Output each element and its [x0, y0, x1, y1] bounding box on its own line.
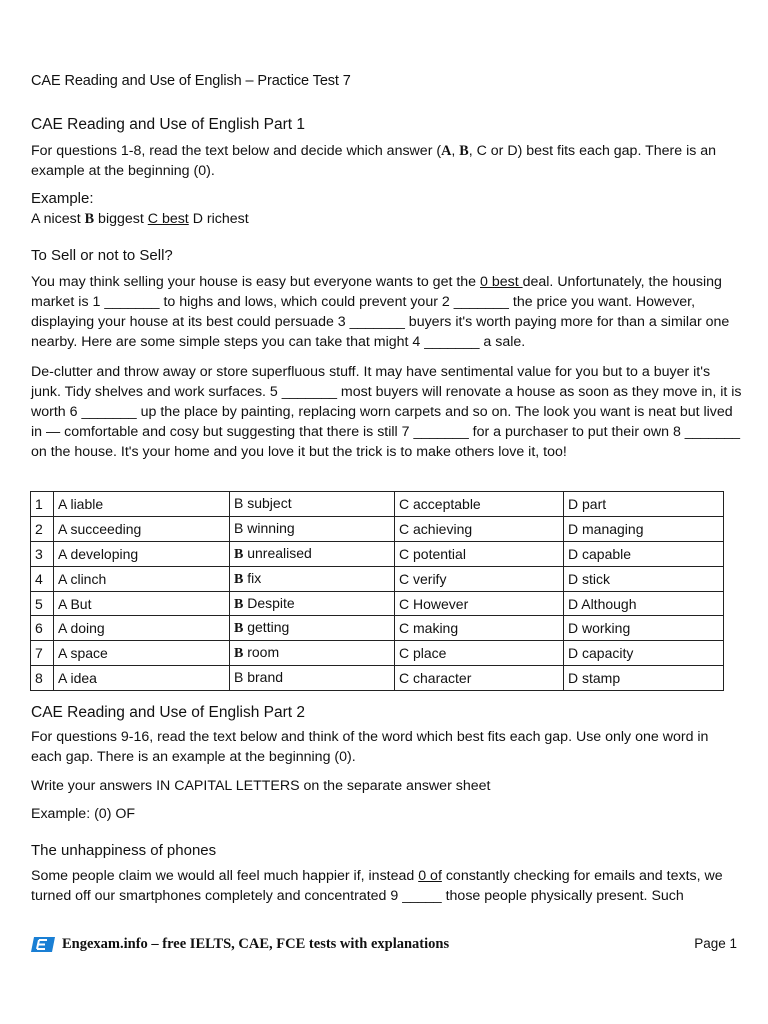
option-b-letter: B	[234, 571, 244, 587]
option-d: D Although	[564, 591, 724, 616]
option-a: A succeeding	[54, 516, 230, 541]
question-number: 2	[31, 516, 54, 541]
options-row	[31, 666, 724, 691]
options-row	[31, 566, 724, 591]
option-c: C making	[395, 616, 564, 641]
option-b-letter: B	[234, 621, 244, 637]
part1-paragraph-1: You may think selling your house is easy but everyone wants to get the 0 best deal. Unfortunately, the housing market is 1 _______ to highs and lows, which could prevent your 2 _______ the price you want. However, displaying your house at its best could persuade 3 _______ buyers it's worth paying more for than a similar one nearby. Here are some simple steps you can take that might 4 _______ a sale.	[31, 274, 730, 350]
question-number: 6	[31, 616, 54, 641]
option-b	[230, 641, 395, 666]
options-row	[31, 591, 724, 616]
option-c: C verify	[395, 566, 564, 591]
option-b-letter: B	[234, 596, 244, 612]
option-d: D stamp	[564, 666, 724, 691]
page-footer	[31, 935, 741, 957]
option-c: C acceptable	[395, 492, 564, 517]
option-b-text: getting	[243, 619, 290, 636]
part2-paragraph-1: Some people claim we would all feel much happier if, instead 0 of constantly checking for emails and texts, we turned off our smartphones completely and concentrated 9 _____ those people physically present. Such	[31, 868, 723, 904]
option-b-text: B brand	[234, 669, 284, 686]
option-a: A doing	[54, 616, 230, 641]
question-number: 8	[31, 666, 54, 691]
options-row	[31, 516, 724, 541]
option-d: D capacity	[564, 641, 724, 666]
option-b	[230, 666, 395, 691]
option-b-text: fix	[243, 569, 262, 586]
options-row	[31, 641, 724, 666]
text-title-sell: To Sell or not to Sell?	[31, 247, 173, 264]
options-table	[30, 491, 724, 691]
option-d: D managing	[564, 516, 724, 541]
option-b-letter: B	[234, 646, 244, 662]
part1-paragraph-2: De-clutter and throw away or store superfluous stuff. It may have sentimental value for you but to a buyer it's junk. Tidy shelves and work surfaces. 5 _______ most buyers will renovate a house as soon as they move in, it is worth 6 _______ up the place by painting, replacing worn carpets and so on. The look you want is neat but lived in — comfortable and cosy but suggesting that there is still 7 _______ for a purchaser to put their own 8 _______ on the house. It's your home and you love it but the trick is to make others love it, too!	[31, 364, 742, 460]
option-d: D part	[564, 492, 724, 517]
option-d: D capable	[564, 541, 724, 566]
option-b	[230, 591, 395, 616]
part2-example: Example: (0) OF	[31, 806, 136, 822]
option-b-text: unrealised	[243, 544, 312, 561]
engexam-logo-icon	[31, 937, 55, 952]
option-b-letter: B	[234, 546, 244, 562]
part2-instructions: For questions 9-16, read the text below and think of the word which best fits each gap. Use only one word in each gap. There is an example at the beginning (0).	[31, 729, 709, 765]
option-b	[230, 492, 395, 517]
document-title: CAE Reading and Use of English – Practice Test 7	[31, 73, 351, 89]
option-a: A idea	[54, 666, 230, 691]
option-c: C character	[395, 666, 564, 691]
part2-heading: CAE Reading and Use of English Part 2	[31, 704, 305, 721]
option-b-text: room	[243, 644, 280, 661]
option-c: C achieving	[395, 516, 564, 541]
option-a: A liable	[54, 492, 230, 517]
example-label: Example:	[31, 190, 94, 207]
option-a: A clinch	[54, 566, 230, 591]
page-number: Page 1	[694, 936, 737, 951]
option-b-text: B subject	[234, 494, 292, 511]
question-number: 4	[31, 566, 54, 591]
footer-site-link[interactable]: Engexam.info – free IELTS, CAE, FCE tests with explanations	[62, 936, 450, 952]
option-b	[230, 616, 395, 641]
option-b	[230, 541, 395, 566]
option-b	[230, 516, 395, 541]
text-title-phones: The unhappiness of phones	[31, 842, 217, 859]
question-number: 5	[31, 591, 54, 616]
option-a: A But	[54, 591, 230, 616]
option-a: A space	[54, 641, 230, 666]
part1-heading: CAE Reading and Use of English Part 1	[31, 116, 305, 133]
option-b-text: B winning	[234, 519, 295, 536]
part1-instructions: For questions 1-8, read the text below and decide which answer (A, B, C or D) best fits each gap. There is an example at the beginning (0).	[31, 143, 717, 179]
option-c: C place	[395, 641, 564, 666]
answers-note: Write your answers IN CAPITAL LETTERS on the separate answer sheet	[31, 778, 491, 794]
option-a: A developing	[54, 541, 230, 566]
question-number: 7	[31, 641, 54, 666]
options-row	[31, 616, 724, 641]
question-number: 3	[31, 541, 54, 566]
options-row	[31, 541, 724, 566]
option-d: D stick	[564, 566, 724, 591]
option-d: D working	[564, 616, 724, 641]
option-b-text: Despite	[243, 594, 295, 611]
example-line: A nicest B biggest C best D richest	[31, 211, 249, 227]
option-c: C However	[395, 591, 564, 616]
option-b	[230, 566, 395, 591]
option-c: C potential	[395, 541, 564, 566]
options-row	[31, 492, 724, 517]
question-number: 1	[31, 492, 54, 517]
